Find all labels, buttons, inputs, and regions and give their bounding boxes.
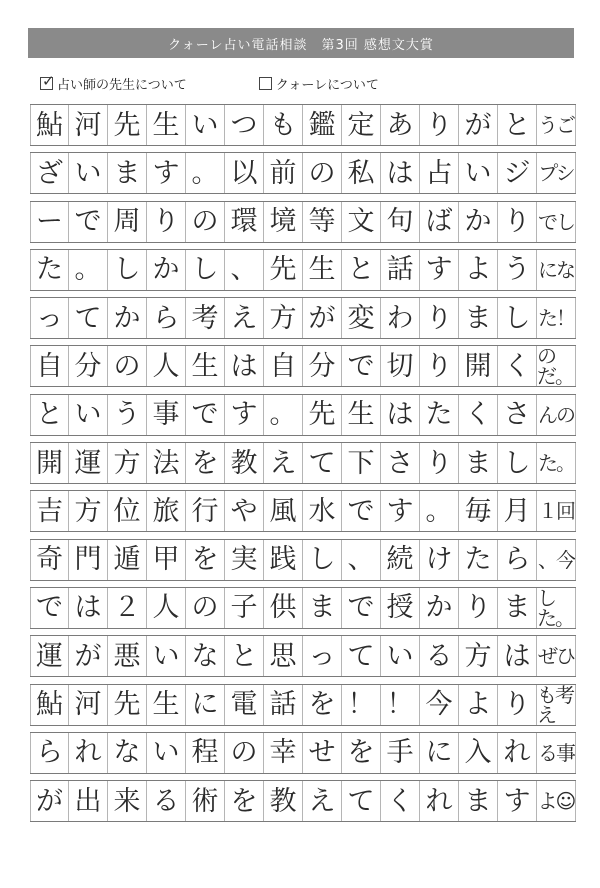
letter-cell: 鑑 — [303, 105, 342, 145]
letter-cell: と — [498, 105, 537, 145]
letter-cell: 分 — [69, 346, 108, 386]
letter-cell: 悪 — [108, 636, 147, 676]
letter-cell: し — [108, 250, 147, 290]
letter-cell: ま — [108, 153, 147, 193]
option-label: 占い師の先生について — [57, 77, 187, 93]
letter-row — [30, 345, 576, 387]
letter-cell: 、 — [225, 250, 264, 290]
letter-cell: と — [225, 636, 264, 676]
letter-cell: ば — [420, 202, 459, 242]
letter-row — [30, 249, 576, 291]
letter-cell: 授 — [381, 588, 420, 628]
letter-cell: を — [186, 443, 225, 483]
letter-cell: 先 — [108, 685, 147, 725]
form-header — [28, 28, 574, 58]
letter-cell: 供 — [264, 588, 303, 628]
letter-cell: 運 — [30, 636, 69, 676]
letter-cell: け — [420, 540, 459, 580]
letter-cell: よ — [459, 685, 498, 725]
letter-cell: か — [459, 202, 498, 242]
letter-cell: て — [303, 443, 342, 483]
letter-cell: ま — [459, 443, 498, 483]
letter-cell: １回 — [537, 491, 576, 531]
letter-cell: ら — [30, 733, 69, 773]
letter-cell: え — [225, 298, 264, 338]
letter-cell: の — [108, 346, 147, 386]
letter-cell: ！ — [381, 685, 420, 725]
letter-cell: か — [108, 298, 147, 338]
checkbox-checked[interactable] — [40, 71, 55, 90]
letter-cell: 今 — [420, 685, 459, 725]
letter-cell: に — [186, 685, 225, 725]
letter-cell: で — [30, 588, 69, 628]
letter-row — [30, 684, 576, 726]
letter-cell: た！ — [537, 298, 576, 338]
letter-cell: うご — [537, 105, 576, 145]
letter-cell: で — [342, 491, 381, 531]
letter-cell: 、 — [342, 540, 381, 580]
letter-cell: んの — [537, 395, 576, 435]
letter-cell: で — [342, 588, 381, 628]
letter-cell: る事 — [537, 733, 576, 773]
letter-cell: 環 — [225, 202, 264, 242]
letter-cell: 切 — [381, 346, 420, 386]
letter-cell: 先 — [264, 250, 303, 290]
letter-cell: を — [303, 685, 342, 725]
letter-cell: 出 — [69, 781, 108, 821]
letter-cell: さ — [498, 395, 537, 435]
letter-cell: 電 — [225, 685, 264, 725]
letter-row — [30, 587, 576, 629]
letter-cell: 続 — [381, 540, 420, 580]
letter-cell: は — [498, 636, 537, 676]
letter-cell: す — [225, 395, 264, 435]
letter-cell: 開 — [459, 346, 498, 386]
letter-cell: ま — [459, 781, 498, 821]
letter-row — [30, 152, 576, 194]
handwritten-letter — [30, 104, 576, 828]
letter-cell: は — [69, 588, 108, 628]
letter-cell: 位 — [108, 491, 147, 531]
letter-cell: か — [420, 588, 459, 628]
letter-cell: を — [342, 733, 381, 773]
letter-cell: り — [498, 202, 537, 242]
letter-row — [30, 732, 576, 774]
letter-cell: 人 — [147, 346, 186, 386]
letter-cell: 周 — [108, 202, 147, 242]
letter-cell: つ — [225, 105, 264, 145]
letter-cell: ー — [30, 202, 69, 242]
letter-cell: い — [69, 153, 108, 193]
checkbox-unchecked[interactable] — [259, 77, 272, 90]
letter-cell: 河 — [69, 685, 108, 725]
letter-cell: は — [381, 153, 420, 193]
letter-cell: く — [381, 781, 420, 821]
letter-cell: 話 — [264, 685, 303, 725]
letter-cell: 門 — [69, 540, 108, 580]
letter-cell: さ — [381, 443, 420, 483]
letter-cell: 毎 — [459, 491, 498, 531]
letter-cell: の — [186, 202, 225, 242]
letter-cell: い — [186, 105, 225, 145]
letter-cell: 思 — [264, 636, 303, 676]
letter-cell: え — [303, 781, 342, 821]
letter-cell: り — [147, 202, 186, 242]
letter-cell: 生 — [303, 250, 342, 290]
letter-cell: 教 — [264, 781, 303, 821]
letter-cell: ざ — [30, 153, 69, 193]
letter-cell: 来 — [108, 781, 147, 821]
letter-cell: 方 — [108, 443, 147, 483]
letter-row — [30, 394, 576, 436]
letter-cell: 自 — [30, 346, 69, 386]
letter-cell: した。 — [537, 588, 576, 628]
letter-cell: 等 — [303, 202, 342, 242]
letter-cell: 吉 — [30, 491, 69, 531]
letter-cell: り — [498, 685, 537, 725]
letter-cell: 教 — [225, 443, 264, 483]
letter-cell: 奇 — [30, 540, 69, 580]
letter-cell: よ☺ — [537, 781, 576, 821]
letter-cell: 。 — [420, 491, 459, 531]
letter-cell: 方 — [459, 636, 498, 676]
letter-cell: る — [420, 636, 459, 676]
letter-cell: 、今 — [537, 540, 576, 580]
letter-cell: く — [459, 395, 498, 435]
letter-cell: れ — [498, 733, 537, 773]
letter-cell: す — [420, 250, 459, 290]
letter-cell: え — [264, 443, 303, 483]
letter-cell: 。 — [69, 250, 108, 290]
letter-cell: の — [186, 588, 225, 628]
letter-cell: ら — [498, 540, 537, 580]
letter-cell: り — [459, 588, 498, 628]
letter-cell: が — [30, 781, 69, 821]
letter-cell: あ — [381, 105, 420, 145]
letter-cell: 分 — [303, 346, 342, 386]
letter-cell: 考 — [186, 298, 225, 338]
letter-cell: す — [147, 153, 186, 193]
letter-cell: 程 — [186, 733, 225, 773]
letter-cell: う — [498, 250, 537, 290]
letter-cell: ら — [147, 298, 186, 338]
letter-cell: 運 — [69, 443, 108, 483]
letter-cell: い — [69, 395, 108, 435]
letter-cell: 先 — [303, 395, 342, 435]
letter-cell: い — [147, 733, 186, 773]
letter-cell: も — [264, 105, 303, 145]
letter-cell: 方 — [264, 298, 303, 338]
option-label: クォーレについて — [275, 77, 379, 93]
checkmark-icon: ✓ — [42, 71, 55, 90]
letter-cell: 入 — [459, 733, 498, 773]
letter-cell: 子 — [225, 588, 264, 628]
letter-row — [30, 104, 576, 146]
letter-cell: す — [381, 491, 420, 531]
letter-cell: の — [303, 153, 342, 193]
letter-cell: と — [30, 395, 69, 435]
letter-cell: 以 — [225, 153, 264, 193]
letter-cell: 術 — [186, 781, 225, 821]
letter-cell: 方 — [69, 491, 108, 531]
letter-cell: し — [498, 443, 537, 483]
letter-cell: は — [381, 395, 420, 435]
letter-cell: て — [342, 781, 381, 821]
letter-cell: い — [381, 636, 420, 676]
letter-cell: が — [303, 298, 342, 338]
letter-cell: ２ — [108, 588, 147, 628]
letter-cell: な — [108, 733, 147, 773]
letter-cell: を — [225, 781, 264, 821]
letter-cell: い — [147, 636, 186, 676]
letter-cell: 甲 — [147, 540, 186, 580]
letter-cell: う — [108, 395, 147, 435]
letter-cell: が — [459, 105, 498, 145]
letter-cell: た — [459, 540, 498, 580]
letter-cell: る — [147, 781, 186, 821]
letter-cell: 鮎 — [30, 685, 69, 725]
letter-cell: 水 — [303, 491, 342, 531]
letter-cell: な — [186, 636, 225, 676]
letter-cell: 遁 — [108, 540, 147, 580]
letter-cell: て — [69, 298, 108, 338]
letter-cell: し — [498, 298, 537, 338]
letter-cell: で — [69, 202, 108, 242]
letter-cell: 事 — [147, 395, 186, 435]
letter-cell: にな — [537, 250, 576, 290]
letter-cell: 自 — [264, 346, 303, 386]
letter-cell: のだ。 — [537, 346, 576, 386]
letter-cell: は — [225, 346, 264, 386]
letter-cell: の — [225, 733, 264, 773]
letter-cell: 話 — [381, 250, 420, 290]
letter-cell: 人 — [147, 588, 186, 628]
letter-row — [30, 201, 576, 243]
letter-cell: 占 — [420, 153, 459, 193]
letter-cell: す — [498, 781, 537, 821]
letter-row — [30, 297, 576, 339]
letter-cell: っ — [303, 636, 342, 676]
letter-cell: く — [498, 346, 537, 386]
letter-cell: で — [186, 395, 225, 435]
letter-cell: 変 — [342, 298, 381, 338]
letter-cell: 私 — [342, 153, 381, 193]
letter-row — [30, 490, 576, 532]
topic-options — [40, 72, 570, 94]
option-cuore[interactable] — [259, 74, 379, 93]
letter-cell: た。 — [537, 443, 576, 483]
letter-cell: 行 — [186, 491, 225, 531]
letter-cell: 生 — [147, 105, 186, 145]
letter-cell: ま — [498, 588, 537, 628]
letter-cell: 月 — [498, 491, 537, 531]
letter-cell: 定 — [342, 105, 381, 145]
letter-cell: 生 — [147, 685, 186, 725]
letter-cell: 境 — [264, 202, 303, 242]
letter-cell: り — [420, 443, 459, 483]
letter-cell: 生 — [342, 395, 381, 435]
letter-cell: 文 — [342, 202, 381, 242]
letter-cell: れ — [69, 733, 108, 773]
letter-cell: た — [420, 395, 459, 435]
letter-cell: が — [69, 636, 108, 676]
letter-cell: 鮎 — [30, 105, 69, 145]
letter-cell: も考え — [537, 685, 576, 725]
letter-cell: れ — [420, 781, 459, 821]
letter-cell: 。 — [186, 153, 225, 193]
letter-cell: い — [459, 153, 498, 193]
letter-cell: ジ — [498, 153, 537, 193]
letter-cell: 河 — [69, 105, 108, 145]
letter-row — [30, 780, 576, 822]
letter-cell: し — [303, 540, 342, 580]
letter-row — [30, 635, 576, 677]
letter-cell: 開 — [30, 443, 69, 483]
letter-cell: でし — [537, 202, 576, 242]
letter-cell: り — [420, 346, 459, 386]
letter-cell: 生 — [186, 346, 225, 386]
letter-cell: り — [420, 105, 459, 145]
letter-cell: で — [342, 346, 381, 386]
letter-cell: 手 — [381, 733, 420, 773]
letter-row — [30, 442, 576, 484]
letter-cell: と — [342, 250, 381, 290]
option-fortune-teller[interactable] — [40, 71, 187, 93]
letter-cell: ま — [459, 298, 498, 338]
letter-cell: ！ — [342, 685, 381, 725]
letter-cell: に — [420, 733, 459, 773]
letter-cell: 幸 — [264, 733, 303, 773]
letter-cell: 践 — [264, 540, 303, 580]
letter-cell: り — [420, 298, 459, 338]
letter-cell: か — [147, 250, 186, 290]
letter-cell: ぜひ — [537, 636, 576, 676]
form-title: クォーレ占い電話相談 第3回 感想文大賞 — [168, 37, 434, 53]
letter-cell: 下 — [342, 443, 381, 483]
letter-cell: ま — [303, 588, 342, 628]
letter-cell: し — [186, 250, 225, 290]
letter-cell: せ — [303, 733, 342, 773]
letter-cell: わ — [381, 298, 420, 338]
letter-cell: 句 — [381, 202, 420, 242]
letter-cell: 法 — [147, 443, 186, 483]
letter-cell: 風 — [264, 491, 303, 531]
letter-cell: を — [186, 540, 225, 580]
letter-cell: た — [30, 250, 69, 290]
letter-cell: 前 — [264, 153, 303, 193]
letter-cell: よ — [459, 250, 498, 290]
letter-cell: て — [342, 636, 381, 676]
letter-cell: 。 — [264, 395, 303, 435]
letter-cell: 旅 — [147, 491, 186, 531]
letter-cell: っ — [30, 298, 69, 338]
letter-cell: 先 — [108, 105, 147, 145]
letter-cell: や — [225, 491, 264, 531]
letter-cell: プシ — [537, 153, 576, 193]
letter-cell: 実 — [225, 540, 264, 580]
letter-row — [30, 539, 576, 581]
